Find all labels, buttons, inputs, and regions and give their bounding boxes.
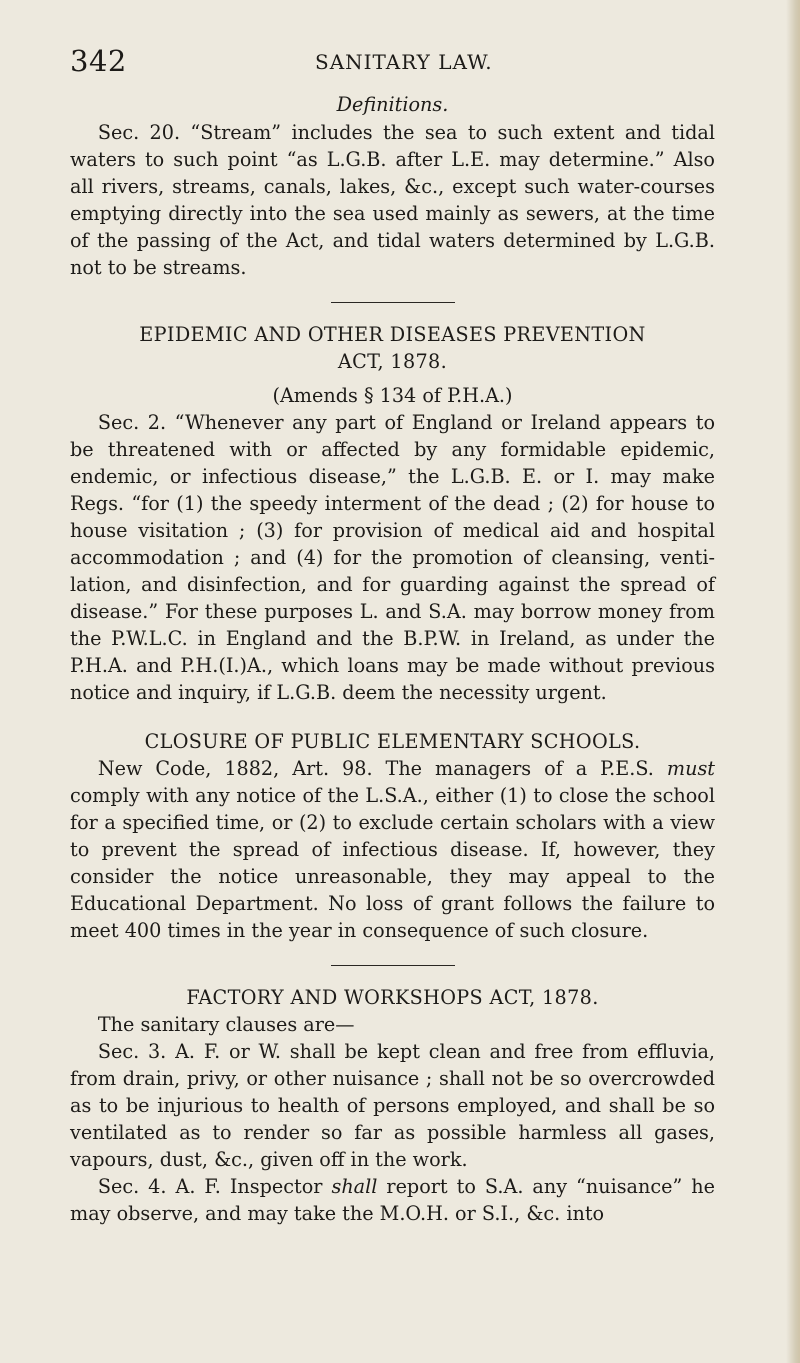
page-body (70, 91, 715, 1227)
page-number: 342 (70, 44, 127, 78)
epidemic-act-paragraph: Sec. 2. “Whenever any part of England or Ireland appears to be threatened with or affected by any formidable epidemic, endemic, or infectious disease,” the L.G.B. E. or I. may make Regs. “for (1) the speedy interment of the dead ; (2) for house to house visitation ; (3) for provision of medical aid and hospital accommodation ; and (4) for the promotion of cleansing, venti-lation, and disinfection, and for guarding against the spread of disease.” For these purposes L. and S.A. may borrow money from the P.W.L.C. in England and the B.P.W. in Ireland, as under the P.H.A. and P.H.(I.)A., which loans may be made without previous notice and inquiry, if L.G.B. deem the necessity urgent. (70, 411, 715, 704)
section-divider (331, 965, 455, 966)
page-header (70, 44, 720, 84)
epidemic-act-amends-note: (Amends § 134 of P.H.A.) (272, 384, 513, 407)
schools-paragraph (70, 755, 715, 944)
schools-emphasis-must: must (666, 757, 715, 780)
factory-act-title: FACTORY AND WORKSHOPS ACT, 1878. (186, 986, 599, 1009)
epidemic-act-title-line1: EPIDEMIC AND OTHER DISEASES PREVENTION (139, 323, 646, 346)
schools-text-start: New Code, 1882, Art. 98. The managers of a P.E.S. (97, 757, 654, 780)
factory-act-sec4 (70, 1173, 715, 1227)
section-divider (331, 302, 455, 303)
factory-sec4-end: report to S.A. any “nuisance” he may observe, and may take the M.O.H. or S.I., &c. into (70, 1175, 715, 1225)
factory-act-sec3: Sec. 3. A. F. or W. shall be kept clean and free from effluvia, from drain, privy, or other nuisance ; shall not be so overcrowded as to be injurious to health of persons employed, and shall be so ventilated as to render so far as possible harmless all gases, vapours, dust, &c., given off in the work. (70, 1040, 715, 1171)
factory-act-intro: The sanitary clauses are— (97, 1013, 355, 1036)
factory-sec4-emphasis-shall: shall (331, 1175, 378, 1198)
epidemic-act-title-line2: ACT, 1878. (337, 350, 448, 373)
definitions-heading: Definitions. (336, 93, 449, 116)
running-title: SANITARY LAW. (315, 50, 493, 74)
factory-sec4-start: Sec. 4. A. F. Inspector (97, 1175, 323, 1198)
definitions-paragraph: Sec. 20. “Stream” includes the sea to such extent and tidal waters to such point “as L.G.B. after L.E. may determine.” Also all rivers, streams, canals, lakes, &c., except such water-courses emptying directly into the sea used mainly as sewers, at the time of the passing of the Act, and tidal waters determined by L.G.B. not to be streams. (70, 121, 715, 279)
schools-title: CLOSURE OF PUBLIC ELEMENTARY SCHOOLS. (144, 730, 641, 753)
schools-text-end: comply with any notice of the L.S.A., either (1) to close the school for a specified time, or (2) to exclude certain scholars with a view to prevent the spread of infectious disease. If, however, they consider the notice unreasonable, they may appeal to the Educational Department. No loss of grant follows the failure to meet 400 times in the year in consequence of such closure. (70, 784, 715, 942)
page-edge-shadow (786, 0, 800, 1363)
